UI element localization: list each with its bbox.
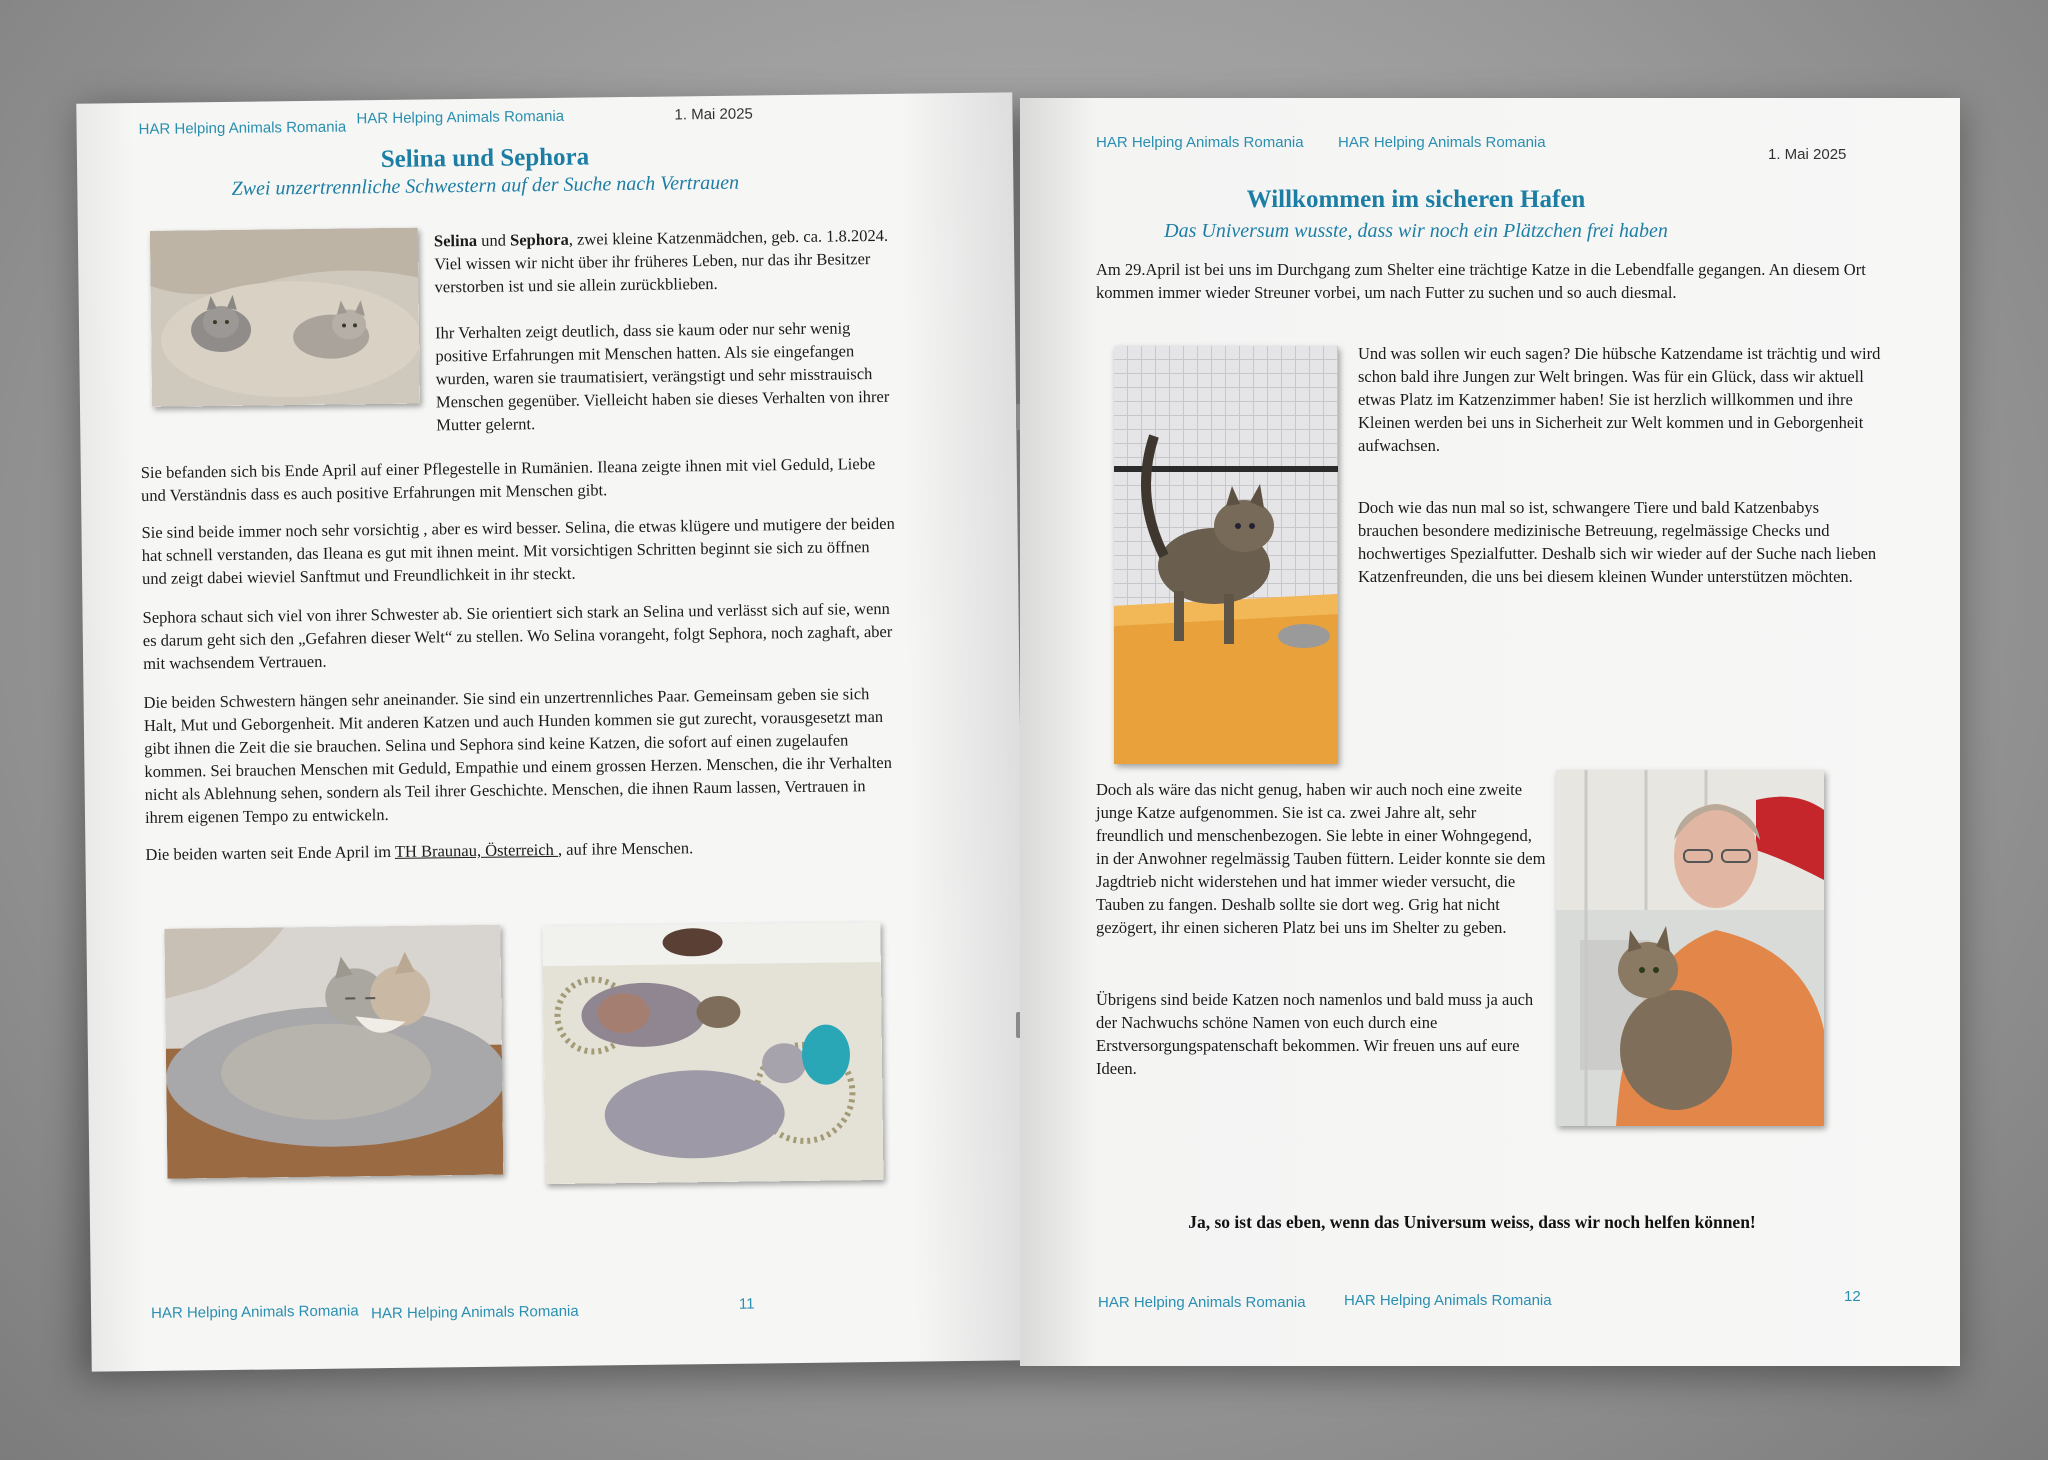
shelter-link[interactable]: TH Braunau, Österreich — [394, 839, 559, 861]
header-date: 1. Mai 2025 — [674, 105, 753, 124]
header-publisher: HAR Helping Animals Romania — [1338, 134, 1546, 151]
body-paragraph: Übrigens sind beide Katzen noch namenlos und bald muss ja auch der Nachwuchs schöne Namen von euch durch eine Erstversorgungspatenschaft bekommen. Wir freuen uns auf eure Ideen. — [1096, 990, 1534, 1078]
body-paragraph: Die beiden Schwestern hängen sehr aneinander. Sie sind ein unzertrennliches Paar. Gemeinsam geben sie sich Halt, Mut und Geborgenheit. Mit anderen Katzen und auch Hunden kommen sie gut zurecht, vorausgesetzt man gibt ihnen die Zeit die sie brauchen. Selina und Sephora sind keine Katzen, die sofort auf einen zugelaufen kommen. Sei brauchen Menschen mit Geduld, Empathie und einem grossen Herzen. Menschen, die ihr Verhalten nicht als Ablehnung sehen, sondern als Teil ihrer Geschichte. Menschen, die ihnen Raum lassen, Vertrauen in ihrem eigenen Tempo zu entwickeln. — [143, 684, 893, 827]
body-paragraph: Und was sollen wir euch sagen? Die hübsche Katzendame ist trächtig und wird schon bald ihre Jungen zur Welt bringen. Was für ein Glück, dass wir aktuell etwas Platz im Katzenzimmer haben! Sie ist herzlich willkommen und ihre Kleinen werden bei uns in Sicherheit zur Welt kommen und in Geborgenheit aufwachsen. — [1358, 344, 1881, 455]
right-page — [1020, 98, 1960, 1366]
name-selina: Selina — [433, 230, 478, 251]
closing-paragraph — [145, 834, 901, 866]
photo-cats-cuddling — [164, 925, 503, 1179]
body-paragraph: Sie sind beide immer noch sehr vorsichtig , aber es wird besser. Selina, die etwas klügere und mutigere der beiden hat schnell verstanden, das Ileana es gut mit ihnen meint. Mit vorsichtigen Schritten beginnt sie sich zu öffnen und zeigt dabei wieviel Sanftmut und Freundlichkeit in ihr steckt. — [141, 513, 895, 588]
closing-after: , auf ihre Menschen. — [557, 838, 694, 859]
body-paragraph: Doch als wäre das nicht genug, haben wir auch noch eine zweite junge Katze aufgenommen. Sie ist ca. zwei Jahre alt, sehr freundlich und menschenbezogen. Sie lebte in einer Wohngegend, in der Anwohner regelmässig Tauben füttern. Leider konnte sie dem Jagdtrieb nicht widerstehen und hat immer wieder versucht, die Tauben zu fangen. Deshalb sollte sie dort weg. Grig hat nicht gezögert, ihr einen sicheren Platz bei uns im Shelter zu geben. — [1096, 780, 1546, 937]
page-title: Selina und Sephora — [380, 143, 590, 174]
intro-paragraph: Am 29.April ist bei uns im Durchgang zum Shelter eine trächtige Katze in die Lebendfalle gegangen. An diesem Ort kommen immer wieder Streuner vorbei, um nach Futter zu suchen und so auch diesmal. — [1096, 260, 1866, 302]
photo-tabby-cat-cage — [1114, 346, 1338, 764]
page-number: 12 — [1844, 1288, 1861, 1305]
intro-and: und — [476, 230, 511, 250]
footer-publisher: HAR Helping Animals Romania — [1344, 1292, 1552, 1309]
header-publisher: HAR Helping Animals Romania — [356, 107, 565, 128]
page-subtitle: Zwei unzertrennliche Schwestern auf der Suche nach Vertrauen — [231, 171, 740, 200]
body-paragraph: Ihr Verhalten zeigt deutlich, dass sie kaum oder nur sehr wenig positive Erfahrungen mit Menschen hatten. Als sie eingefangen wurden, waren sie traumatisiert, verängstigt und sehr misstrauisch Menschen gegenüber. Vielleicht haben sie dieses Verhalten von ihrer Mutter gelernt. — [434, 318, 890, 435]
footer-publisher: HAR Helping Animals Romania — [370, 1302, 579, 1323]
page-number: 11 — [738, 1295, 755, 1313]
page-title: Willkommen im sicheren Hafen — [1246, 186, 1586, 213]
footer-publisher: HAR Helping Animals Romania — [1098, 1294, 1306, 1311]
photo-woman-with-cat — [1556, 770, 1824, 1126]
body-paragraph: Doch wie das nun mal so ist, schwangere Tiere und bald Katzenbabys brauchen besondere medizinische Betreuung, regelmässige Checks und hochwertiges Spezialfutter. Deshalb sich wir wieder auf der Suche nach lieben Katzenfreunden, die uns bei diesem kleinen Wunder unterstützen möchten. — [1358, 498, 1877, 586]
body-paragraph: Sie befanden sich bis Ende April auf einer Pflegestelle in Rumänien. Ileana zeigte ihnen mit viel Geduld, Liebe und Verständnis dass es auch positive Erfahrungen mit Menschen gibt. — [140, 454, 876, 506]
intro-rest: , zwei kleine Katzenmädchen, geb. ca. 1.8.2024. Viel wissen wir nicht über ihr früheres Leben, nur das ihr Besitzer verstorben ist und sie allein zurückblieben. — [434, 225, 889, 297]
name-sephora: Sephora — [509, 229, 569, 250]
closing-before: Die beiden warten seit Ende April im — [145, 841, 396, 864]
intro-paragraph — [434, 224, 891, 299]
closing-line: Ja, so ist das eben, wenn das Universum weiss, dass wir noch helfen können! — [1188, 1212, 1756, 1232]
header-publisher: HAR Helping Animals Romania — [138, 118, 347, 139]
photo-kittens-on-blanket — [150, 228, 420, 407]
header-date: 1. Mai 2025 — [1768, 146, 1847, 163]
left-page — [76, 92, 1027, 1371]
page-subtitle: Das Universum wusste, dass wir noch ein Plätzchen frei haben — [1164, 220, 1668, 242]
header-publisher: HAR Helping Animals Romania — [1096, 134, 1304, 151]
body-paragraph: Sephora schaut sich viel von ihrer Schwester ab. Sie orientiert sich stark an Selina und verlässt sich auf sie, wenn es darum geht sich den „Gefahren dieser Welt“ zu stellen. Wo Selina vorangeht, folgt Sephora, noch zaghaft, aber mit wachsendem Vertrauen. — [142, 598, 893, 673]
footer-publisher: HAR Helping Animals Romania — [150, 1302, 359, 1322]
photo-cats-eating — [542, 922, 883, 1184]
